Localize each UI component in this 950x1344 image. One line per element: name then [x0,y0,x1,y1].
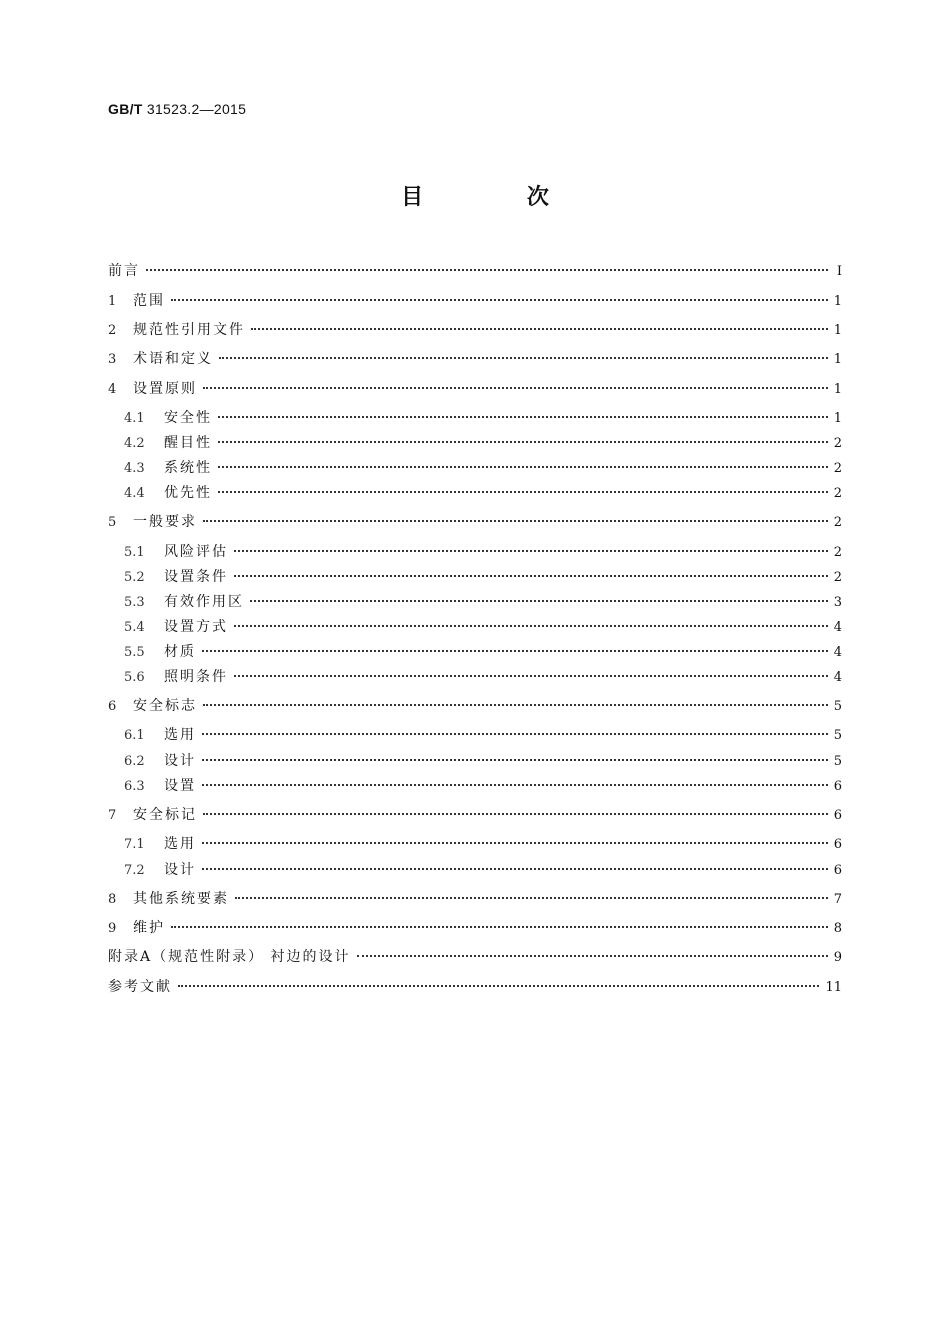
toc-entry-page: 1 [833,323,842,338]
toc-entry-number: 4.3 [124,461,145,476]
dot-leader [146,268,828,271]
toc-title: 目 次 [401,185,597,210]
toc-entry-7[interactable] [108,805,842,826]
dot-leader [234,549,828,552]
toc-entry-label: 设置方式 [164,619,228,635]
toc-entry-8[interactable] [108,889,842,910]
toc-entry-number: 3 [108,352,117,367]
dot-leader [202,841,828,844]
toc-entry-number: 8 [108,892,117,907]
toc-entry-page: 9 [833,950,842,965]
toc-entry-number: 6.3 [124,779,145,794]
toc-entry-page: 6 [833,837,842,852]
toc-entry-foreword[interactable] [108,261,842,282]
toc-entry-page: 4 [833,670,842,685]
toc-entry-5-4[interactable] [124,617,842,638]
toc-entry-7-2[interactable] [124,860,842,881]
toc-entry-page: 3 [833,595,842,610]
toc-entry-5-6[interactable] [124,667,842,688]
toc-entry-references[interactable] [108,977,842,998]
toc-entry-page: 11 [825,980,842,995]
toc-entry-6-3[interactable] [124,776,842,797]
toc-entry-number: 5.1 [124,545,145,560]
toc-entry-label: 材质 [164,644,196,660]
toc-entry-page: 2 [833,461,842,476]
toc-entry-appendix-a[interactable] [108,947,842,968]
dot-leader [235,896,828,899]
toc-entry-page: 5 [833,754,842,769]
toc-entry-number: 4 [108,382,117,397]
toc-entry-label: 前言 [108,263,140,279]
toc-entry-5-3[interactable] [124,592,842,613]
toc-entry-page: 1 [833,411,842,426]
toc-entry-label: 安全性 [164,410,212,426]
toc-entry-number: 7 [108,808,117,823]
toc-entry-page: 5 [833,699,842,714]
toc-entry-number: 7.1 [124,837,145,852]
toc-entry-number: 5 [108,515,117,530]
toc-entry-number: 9 [108,921,117,936]
dot-leader [171,925,828,928]
toc-entry-page: 1 [833,294,842,309]
toc-entry-number: 6.1 [124,728,145,743]
dot-leader [218,415,828,418]
toc-entry-label: 选用 [164,727,196,743]
dot-leader [202,649,828,652]
toc-entry-page: 2 [833,486,842,501]
dot-leader [203,386,828,389]
toc-entry-label: 有效作用区 [164,594,244,610]
standard-number: 31523.2—2015 [146,101,247,117]
dot-leader [218,465,828,468]
toc-entry-label: 范围 [133,293,165,309]
toc-entry-label: 设置原则 [133,381,197,397]
toc-entry-page: 4 [833,620,842,635]
dot-leader [202,758,828,761]
dot-leader [234,624,828,627]
toc-entry-label: 术语和定义 [133,351,213,367]
toc-entry-page: 8 [833,921,842,936]
toc-entry-number: 4.4 [124,486,145,501]
toc-entry-number: 2 [108,323,117,338]
toc-entry-label: 设置 [164,778,196,794]
dot-leader [202,783,828,786]
dot-leader [250,599,828,602]
standard-prefix: GB/T [108,101,143,117]
dot-leader [234,574,828,577]
toc-entry-number: 4.1 [124,411,145,426]
toc-entry-label: 规范性引用文件 [133,322,245,338]
toc-entry-5-1[interactable] [124,542,842,563]
toc-entry-label: 设计 [164,862,196,878]
toc-entry-7-1[interactable] [124,834,842,855]
table-of-contents [108,0,842,1000]
dot-leader [178,984,819,987]
dot-leader [202,867,828,870]
toc-entry-label: 安全标记 [133,807,197,823]
toc-entry-4-2[interactable] [124,433,842,454]
toc-entry-5-5[interactable] [124,642,842,663]
toc-entry-label: 附录A（规范性附录） 衬边的设计 [108,949,351,965]
dot-leader [251,327,828,330]
toc-entry-page: 4 [833,645,842,660]
toc-entry-number: 5.4 [124,620,145,635]
toc-entry-page: 2 [833,545,842,560]
toc-entry-label: 参考文献 [108,979,172,995]
toc-entry-label: 选用 [164,836,196,852]
toc-entry-number: 5.3 [124,595,145,610]
toc-entry-label: 其他系统要素 [133,891,229,907]
toc-entry-page: 7 [833,892,842,907]
dot-leader [203,812,828,815]
toc-entry-6-2[interactable] [124,751,842,772]
toc-entry-4[interactable] [108,379,842,400]
toc-entry-label: 系统性 [164,460,212,476]
dot-leader [171,298,828,301]
toc-entry-page: 2 [833,436,842,451]
dot-leader [202,732,828,735]
dot-leader [218,490,828,493]
toc-entry-label: 一般要求 [133,514,197,530]
toc-entry-number: 5.6 [124,670,145,685]
dot-leader [203,703,828,706]
toc-entry-number: 5.2 [124,570,145,585]
toc-entry-label: 照明条件 [164,669,228,685]
toc-entry-label: 醒目性 [164,435,212,451]
toc-entry-page: 2 [833,570,842,585]
toc-entry-4-1[interactable] [124,408,842,429]
toc-entry-4-4[interactable] [124,483,842,504]
toc-entry-number: 5.5 [124,645,145,660]
dot-leader [357,954,828,957]
toc-entry-9[interactable] [108,918,842,939]
toc-entry-label: 安全标志 [133,698,197,714]
dot-leader [203,519,828,522]
toc-entry-2[interactable] [108,320,842,341]
toc-entry-label: 维护 [133,920,165,936]
dot-leader [234,674,828,677]
toc-entry-page: 6 [833,808,842,823]
toc-entry-number: 4.2 [124,436,145,451]
toc-entry-page: 1 [833,352,842,367]
toc-entry-4-3[interactable] [124,458,842,479]
toc-entry-page: 1 [833,382,842,397]
toc-entry-5-2[interactable] [124,567,842,588]
toc-entry-label: 设计 [164,753,196,769]
toc-entry-number: 6 [108,699,117,714]
toc-entry-number: 7.2 [124,863,145,878]
toc-entry-number: 1 [108,294,117,309]
toc-entry-number: 6.2 [124,754,145,769]
toc-entry-page: 6 [833,779,842,794]
toc-entry-label: 风险评估 [164,544,228,560]
toc-entry-5[interactable] [108,512,842,533]
toc-entry-page: 2 [833,515,842,530]
toc-entry-6[interactable] [108,696,842,717]
toc-entry-1[interactable] [108,291,842,312]
dot-leader [219,356,828,359]
toc-entry-page: 6 [833,863,842,878]
toc-entry-page: Ⅰ [836,264,842,279]
toc-entry-label: 设置条件 [164,569,228,585]
dot-leader [218,440,828,443]
toc-entry-page: 5 [833,728,842,743]
toc-entry-label: 优先性 [164,485,212,501]
toc-entry-3[interactable] [108,349,842,370]
toc-entry-6-1[interactable] [124,725,842,746]
